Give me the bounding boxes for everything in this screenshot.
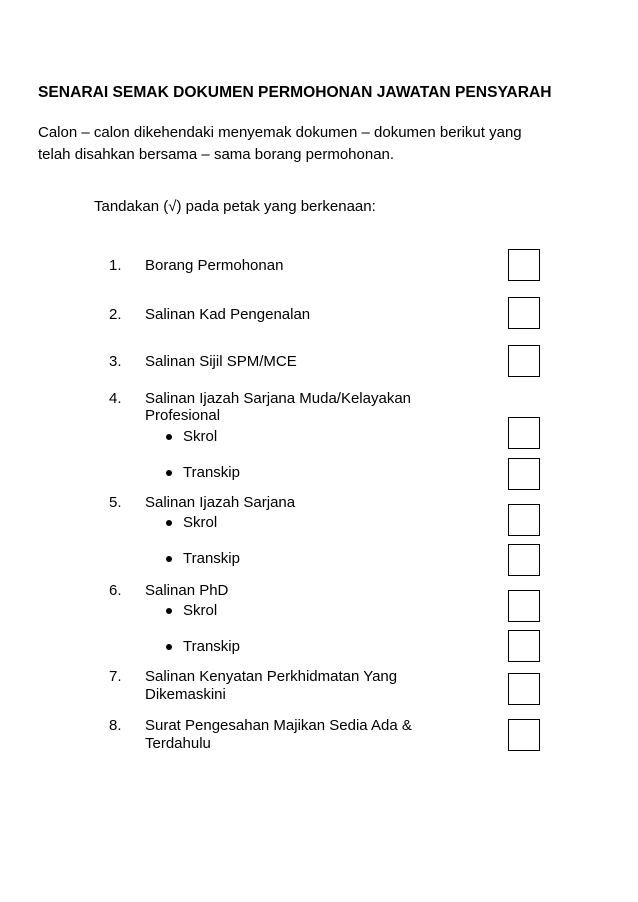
checkbox-item-4-transkip[interactable]	[508, 458, 540, 490]
sub-item-label: Transkip	[183, 464, 240, 481]
item-label-line-2: Profesional	[145, 407, 221, 424]
checkbox-item-6-skrol[interactable]	[508, 590, 540, 622]
item-label: Salinan Ijazah Sarjana	[145, 494, 296, 511]
item-number: 1.	[109, 257, 122, 274]
intro-line-2: telah disahkan bersama – sama borang permohonan.	[38, 146, 395, 163]
intro-line-1: Calon – calon dikehendaki menyemak dokumen – dokumen berikut yang	[38, 124, 522, 141]
checkbox-item-7[interactable]	[508, 673, 540, 705]
intro-paragraph	[38, 122, 618, 166]
page-title: SENARAI SEMAK DOKUMEN PERMOHONAN JAWATAN PENSYARAH	[38, 84, 552, 101]
sub-item-label: Skrol	[183, 428, 218, 445]
bullet-icon	[166, 470, 172, 476]
checkbox-item-8[interactable]	[508, 719, 540, 751]
checkbox-item-1[interactable]	[508, 249, 540, 281]
checkbox-item-6-transkip[interactable]	[508, 630, 540, 662]
checkbox-item-3[interactable]	[508, 345, 540, 377]
item-label: Salinan Kad Pengenalan	[145, 306, 311, 323]
checkbox-item-2[interactable]	[508, 297, 540, 329]
item-number: 8.	[109, 717, 122, 734]
sub-item-label: Transkip	[183, 638, 240, 655]
checkbox-item-5-transkip[interactable]	[508, 544, 540, 576]
item-label: Salinan Ijazah Sarjana Muda/Kelayakan	[145, 390, 412, 407]
item-number: 5.	[109, 494, 122, 511]
bullet-icon	[166, 520, 172, 526]
checkbox-item-5-skrol[interactable]	[508, 504, 540, 536]
item-number: 3.	[109, 353, 122, 370]
item-label: Salinan PhD	[145, 582, 229, 599]
item-label: Salinan Sijil SPM/MCE	[145, 353, 297, 370]
item-label: Borang Permohonan	[145, 257, 284, 274]
item-number: 7.	[109, 668, 122, 685]
bullet-icon	[166, 644, 172, 650]
item-label: Surat Pengesahan Majikan Sedia Ada &	[145, 717, 412, 734]
sub-item-label: Skrol	[183, 514, 218, 531]
item-number: 4.	[109, 390, 122, 407]
item-label-line-2: Dikemaskini	[145, 686, 226, 703]
instruction-text: Tandakan (√) pada petak yang berkenaan:	[94, 198, 376, 215]
item-label-line-2: Terdahulu	[145, 735, 211, 752]
sub-item-label: Skrol	[183, 602, 218, 619]
bullet-icon	[166, 556, 172, 562]
sub-item-label: Transkip	[183, 550, 240, 567]
bullet-icon	[166, 608, 172, 614]
item-number: 2.	[109, 306, 122, 323]
bullet-icon	[166, 434, 172, 440]
item-label: Salinan Kenyatan Perkhidmatan Yang	[145, 668, 398, 685]
checkbox-item-4-skrol[interactable]	[508, 417, 540, 449]
item-number: 6.	[109, 582, 122, 599]
